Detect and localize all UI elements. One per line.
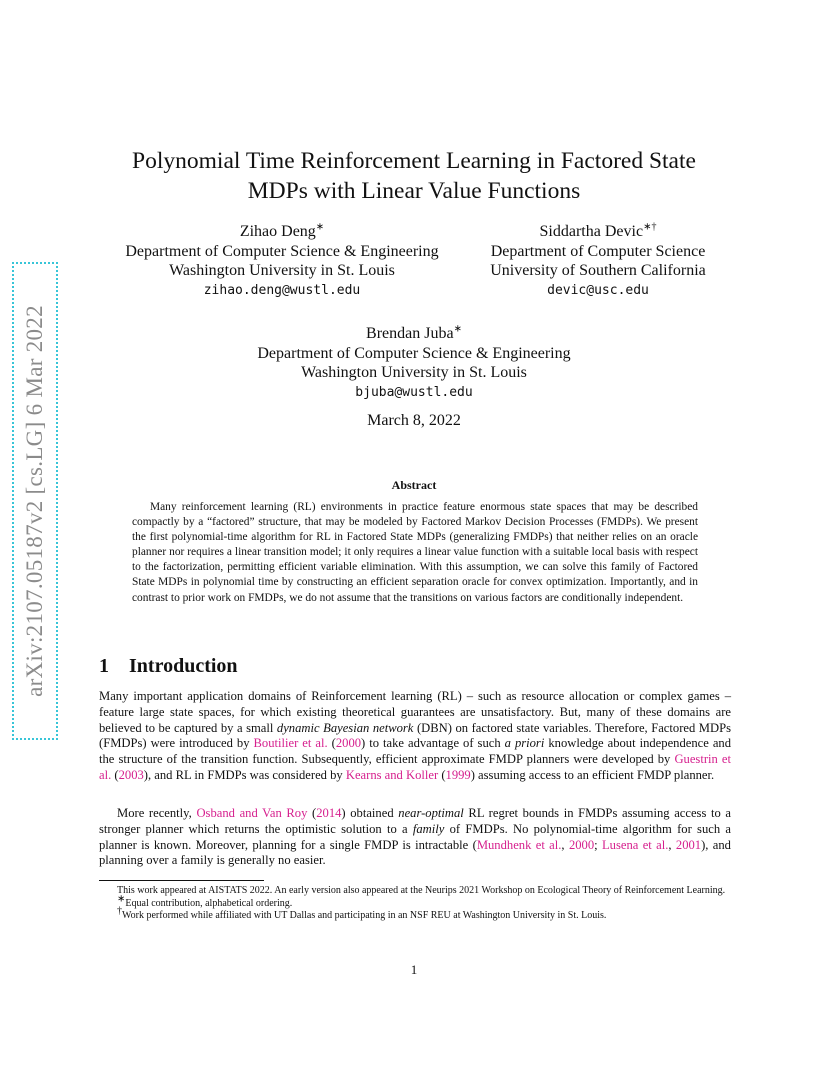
text-run: ) assuming access to an efficient FMDP planner.: [470, 767, 715, 782]
footnote-venue: This work appeared at AISTATS 2022. An early version also appeared at the Neurips 2021 Workshop on Ecological Theory of Reinforcement Learning.: [117, 885, 726, 896]
footnote-rule: [99, 880, 264, 881]
emphasis: family: [412, 821, 445, 836]
emphasis: a priori: [504, 736, 545, 751]
footnote-mark: ∗: [117, 893, 126, 905]
section-title: Introduction: [129, 655, 238, 677]
citation-year-link[interactable]: 2014: [316, 806, 342, 820]
emphasis: near-optimal: [398, 806, 464, 820]
author-marks: ∗: [315, 221, 325, 233]
text-run: (DBN) on factored state variables. Therefore, Factored MDPs (FMDPs) were introduced by: [99, 720, 732, 751]
paper-title: [90, 146, 738, 206]
author-email[interactable]: zihao.deng@wustl.edu: [203, 282, 361, 298]
footnote-text: Work performed while affiliated with UT Dallas and participating in an NSF REU at Washington University in St. Louis.: [122, 910, 607, 922]
text-run: knowledge about independence and the structure of the transition function. Subsequently, efficient approximate FMDP planners were developed by: [99, 736, 732, 767]
text-run: RL regret bounds in FMDPs assuming access to a stronger planner which returns the optimistic solution to a: [99, 806, 732, 836]
intro-paragraph-1: [99, 689, 731, 784]
text-run: ), and RL in FMDPs was considered by: [143, 767, 346, 782]
text-run: (: [307, 806, 317, 820]
author-marks: ∗: [453, 323, 462, 335]
citation-year-link[interactable]: 2003: [118, 767, 144, 782]
citation-link-osband[interactable]: Osband and Van Roy: [196, 806, 308, 820]
citation-link-mundhenk[interactable]: Mundhenk et al.: [476, 837, 562, 852]
author-affil: University of Southern California: [490, 262, 706, 279]
footnote-text: Equal contribution, alphabetical ordering.: [125, 897, 293, 909]
citation-year-link[interactable]: 2000: [568, 837, 595, 852]
author-email[interactable]: devic@usc.edu: [547, 282, 649, 298]
author-affil: Washington University in St. Louis: [301, 364, 527, 381]
text-run: More recently,: [117, 806, 197, 820]
title-line-1: Polynomial Time Reinforcement Learning in Factored State: [132, 148, 696, 174]
text-run: (: [111, 767, 119, 782]
arxiv-stamp: [12, 262, 58, 740]
text-run: ) obtained: [341, 806, 399, 820]
author-dept: Department of Computer Science & Engineering: [257, 344, 571, 362]
footnote-equal-contribution: [99, 893, 731, 911]
text-run: Many important application domains of Reinforcement learning (RL) – such as resource allocation or complex games – feature large state spaces, for which existing theoretical guarantees are unsatisfactory. But, many of these domains are believed to be captured by a small: [99, 689, 731, 735]
text-run: ) to take advantage of such: [361, 736, 505, 751]
section-number: 1: [99, 655, 109, 677]
footnote-affiliation: [99, 905, 731, 923]
author-block-deng: [110, 222, 454, 300]
citation-year-link[interactable]: 2001: [675, 837, 702, 852]
footnote-mark: †: [117, 905, 122, 917]
author-name: Brendan Juba: [366, 325, 454, 342]
footnotes: [99, 885, 731, 923]
text-run: (: [327, 736, 336, 751]
paper-date: March 8, 2022: [367, 412, 461, 429]
author-block-juba: [240, 324, 588, 402]
page-number: 1: [410, 962, 418, 977]
author-dept: Department of Computer Science: [490, 242, 706, 260]
citation-link-guestrin[interactable]: Guestrin et al.: [99, 752, 732, 782]
author-name: Siddartha Devic: [539, 223, 644, 240]
author-marks: ∗†: [643, 221, 657, 233]
citation-link-boutilier[interactable]: Boutilier et al.: [253, 736, 328, 751]
title-line-2: MDPs with Linear Value Functions: [247, 178, 581, 204]
text-run: ), and planning over a family is generally no easier.: [99, 837, 731, 868]
text-run: ,: [668, 837, 676, 852]
citation-link-kearns[interactable]: Kearns and Koller: [345, 767, 439, 782]
author-affil: Washington University in St. Louis: [169, 262, 395, 279]
text-run: (: [438, 767, 446, 782]
citation-year-link[interactable]: 2000: [335, 736, 362, 751]
text-run: of FMDPs. No polynomial-time algorithm for such a planner is known. Moreover, planning for a single FMDP is intractable (: [99, 821, 731, 852]
author-block-devic: [476, 222, 720, 300]
abstract-heading: Abstract: [391, 478, 437, 492]
arxiv-id: arXiv:2107.05187v2 [cs.LG] 6 Mar 2022: [22, 305, 47, 697]
author-dept: Department of Computer Science & Engineering: [125, 242, 439, 260]
text-run: ;: [594, 837, 602, 852]
intro-paragraph-2: [99, 806, 731, 869]
author-name: Zihao Deng: [239, 223, 316, 240]
abstract-text: Many reinforcement learning (RL) environments in practice feature enormous state spaces that may be described compactly by a “factored” structure, that may be modeled by Factored Markov Decision Processes (FMDPs). We present the first polynomial-time algorithm for RL in Factored State MDPs (generalizing FMDPs) that neither relies on an oracle planner nor requires a linear transition model; it only requires a linear value function with a suitable local basis with respect to the factorization, permitting efficient variable elimination. With this assumption, we can solve this family of Factored State MDPs in polynomial time by constructing an efficient separation oracle for convex optimization. Importantly, and in contrast to prior work on FMDPs, we do not assume that the transitions on various factors are conditionally independent.: [132, 501, 698, 604]
section-heading: [99, 655, 238, 678]
text-run: ,: [561, 837, 569, 852]
emphasis: dynamic Bayesian network: [276, 720, 414, 735]
author-email[interactable]: bjuba@wustl.edu: [355, 384, 473, 400]
citation-year-link[interactable]: 1999: [445, 767, 471, 782]
citation-link-lusena[interactable]: Lusena et al.: [601, 837, 669, 852]
